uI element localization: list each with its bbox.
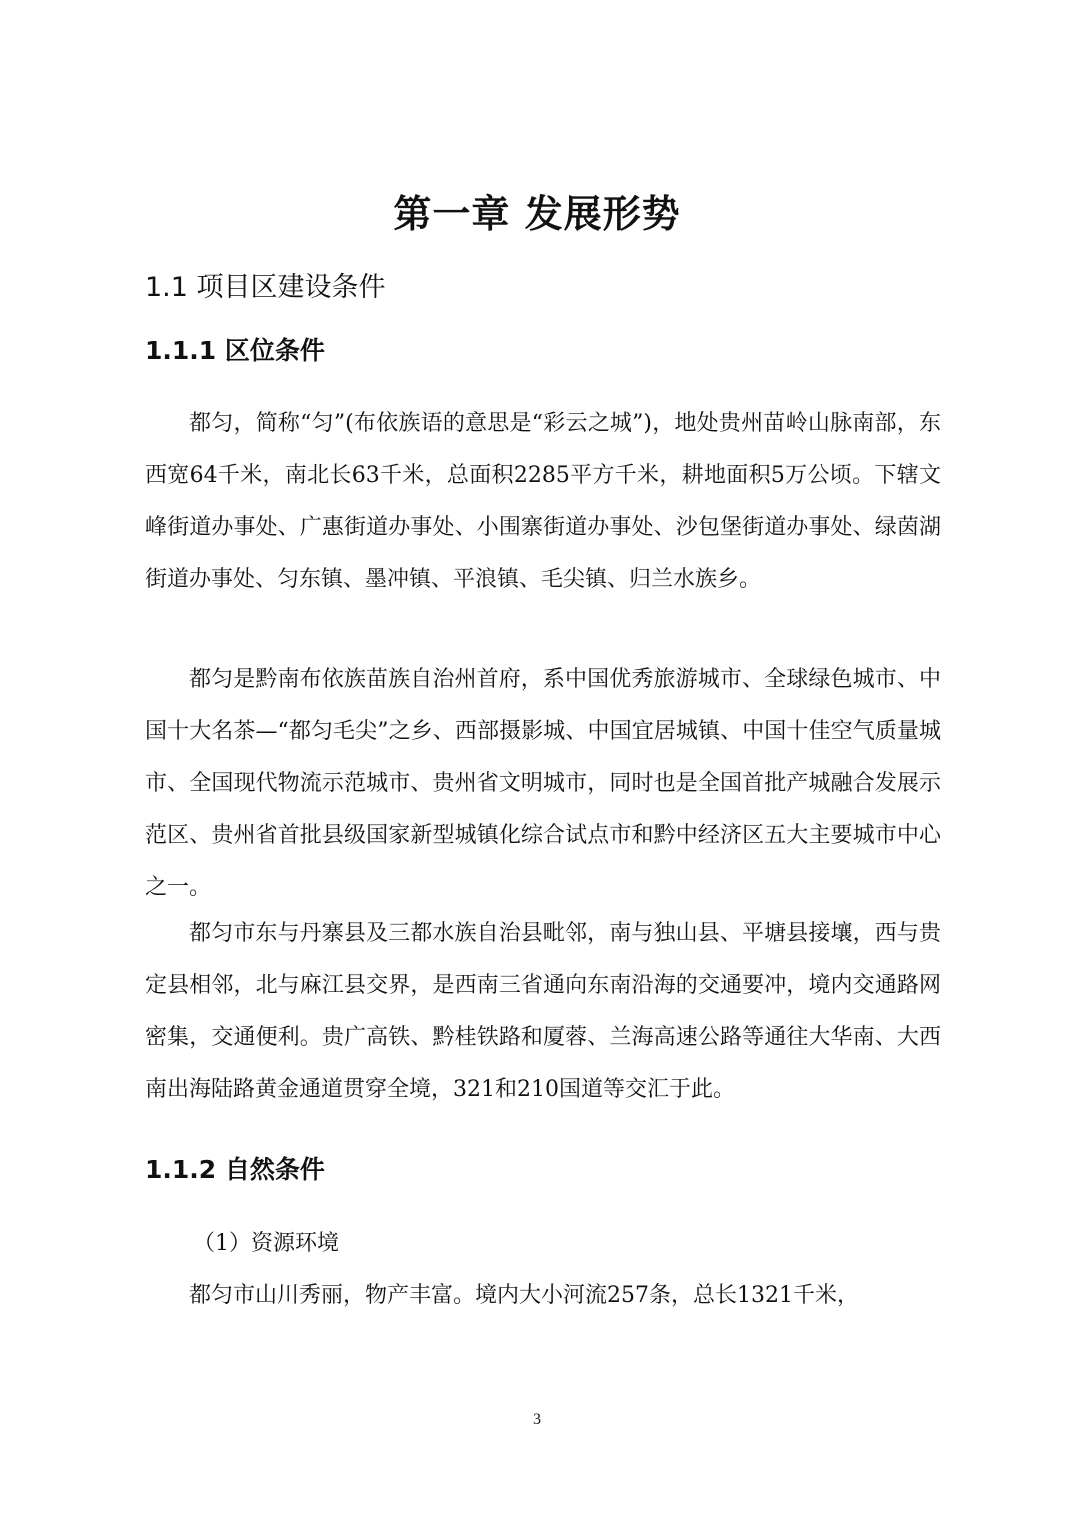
subsection-heading-resources: （1）资源环境 [193,1231,339,1256]
paragraph-location-overview: 都匀，简称“匀”(布依族语的意思是“彩云之城”)，地处贵州苗岭山脉南部，东西宽64千米，南北长63千米，总面积2285平方千米，耕地面积5万公顷。下辖文峰街道办事处、广惠街道办事处、小围寨街道办事处、沙包堡街道办事处、绿茵湖街道办事处、匀东镇、墨冲镇、平浪镇、毛尖镇、归兰水族乡。 [145,411,941,592]
page-number: 3 [533,1411,541,1428]
paragraph-city-status: 都匀是黔南布依族苗族自治州首府，系中国优秀旅游城市、全球绿色城市、中国十大名茶—“都匀毛尖”之乡、西部摄影城、中国宜居城镇、中国十佳空气质量城市、全国现代物流示范城市、贵州省文明城市，同时也是全国首批产城融合发展示范区、贵州省首批县级国家新型城镇化综合试点市和黔中经济区五大主要城市中心之一。 [145,667,941,900]
paragraph-resources: 都匀市山川秀丽，物产丰富。境内大小河流257条，总长1321千米， [189,1283,859,1308]
paragraph-transport: 都匀市东与丹寨县及三都水族自治县毗邻，南与独山县、平塘县接壤，西与贵定县相邻，北与麻江县交界，是西南三省通向东南沿海的交通要冲，境内交通路网密集，交通便利。贵广高铁、黔桂铁路和厦蓉、兰海高速公路等通往大华南、大西南出海陆路黄金通道贯穿全境，321和210国道等交汇于此。 [145,921,941,1102]
section-heading-1-1-1: 1.1.1 区位条件 [145,336,325,365]
chapter-title: 第一章 发展形势 [393,192,681,236]
section-heading-1-1: 1.1 项目区建设条件 [145,272,386,303]
section-heading-1-1-2: 1.1.2 自然条件 [145,1155,325,1184]
